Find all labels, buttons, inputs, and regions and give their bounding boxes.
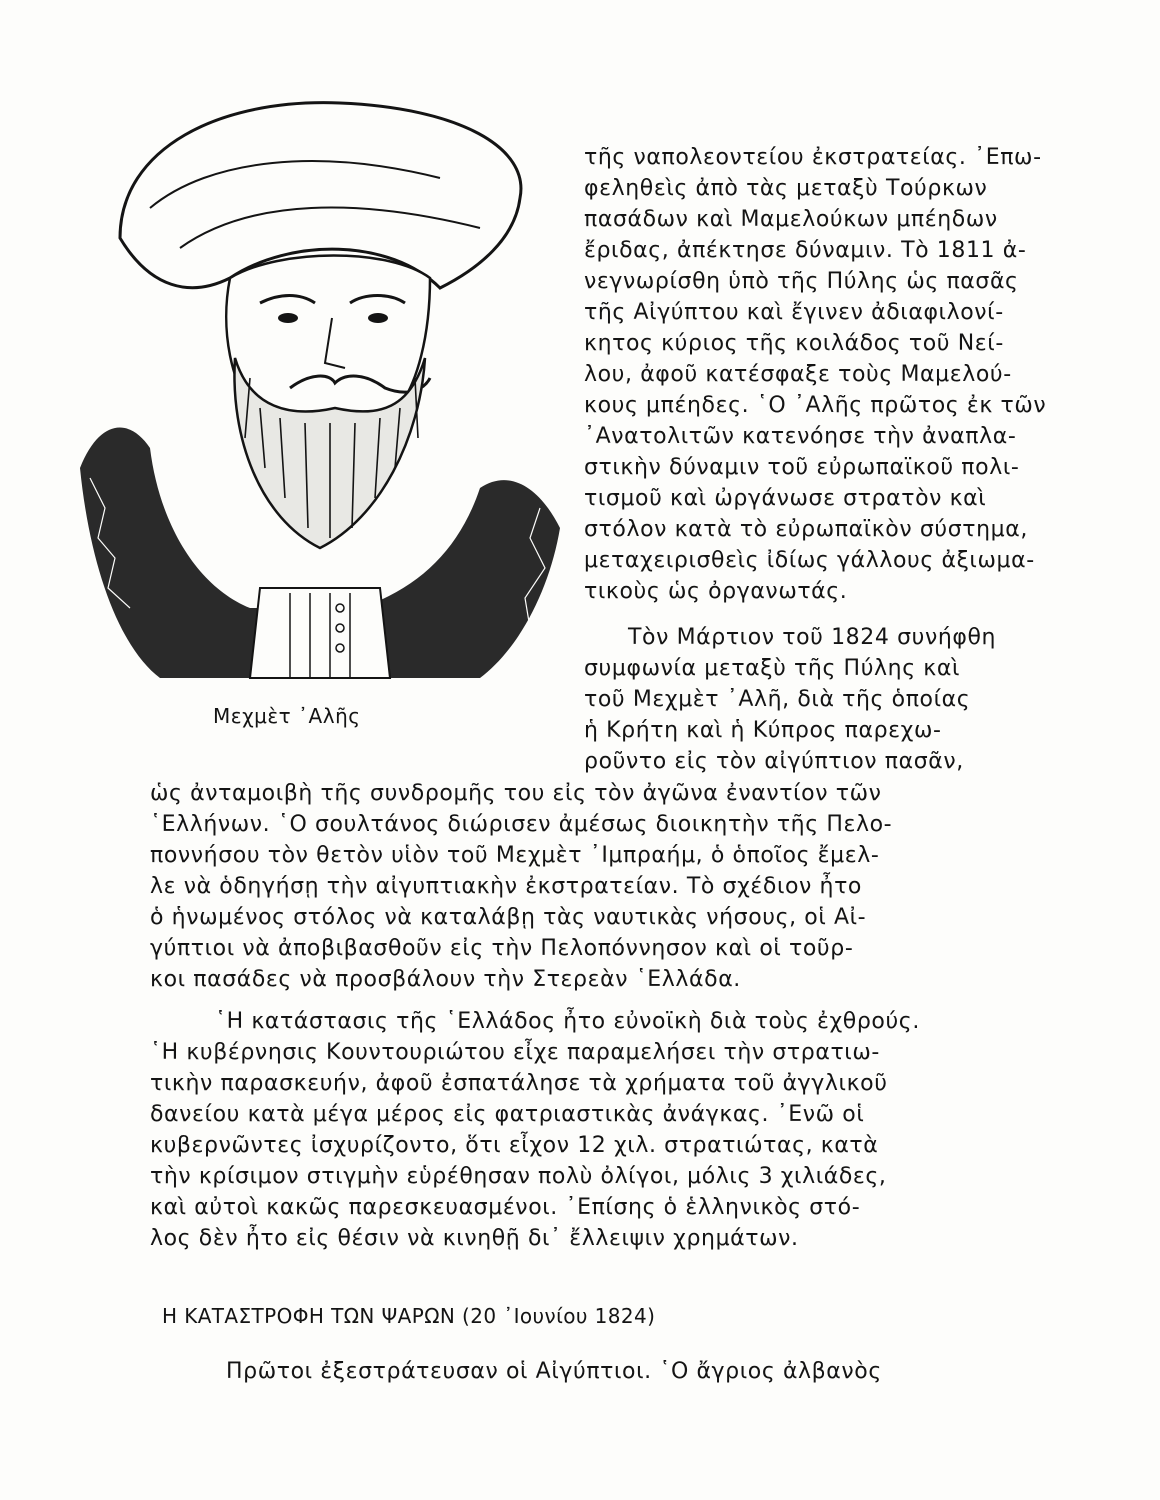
text-line: δανείου κατὰ μέγα μέρος εἰς φατριαστικὰς ἀνάγκας. ᾿Ενῶ οἱ xyxy=(150,1102,865,1127)
text-line: ῾Ελλήνων. ῾Ο σουλτάνος διώρισεν ἀμέσως διοικητὴν τῆς Πελο- xyxy=(150,812,893,837)
text-line: τῆς Αἰγύπτου καὶ ἔγινεν ἀδιαφιλονί- xyxy=(584,300,1004,325)
text-line: ὡς ἀνταμοιβὴ τῆς συνδρομῆς του εἰς τὸν ἀγῶνα ἐναντίον τῶν xyxy=(150,781,882,806)
text-line: ῾Η κυβέρνησις Κουντουριώτου εἶχε παραμελήσει τὴν στρατιω- xyxy=(150,1040,880,1065)
text-line: τικοὺς ὡς ὀργανωτάς. xyxy=(584,579,848,604)
text-line: ᾿Ανατολιτῶν κατενόησε τὴν ἀναπλα- xyxy=(584,424,1017,449)
text-line: στικὴν δύναμιν τοῦ εὐρωπαϊκοῦ πολι- xyxy=(584,455,1020,480)
text-line: ῾Η κατάστασις τῆς ῾Ελλάδος ἦτο εὐνοϊκὴ διὰ τοὺς ἐχθρούς. xyxy=(215,1009,920,1034)
text-line: λε νὰ ὁδηγήσῃ τὴν αἰγυπτιακὴν ἐκστρατείαν. Τὸ σχέδιον ἦτο xyxy=(150,874,862,899)
text-line: κοι πασάδες νὰ προσβάλουν τὴν Στερεὰν ῾Ελλάδα. xyxy=(150,967,741,992)
text-line: ροῦντο εἰς τὸν αἰγύπτιον πασᾶν, xyxy=(584,749,964,774)
text-line: λου, ἀφοῦ κατέσφαξε τοὺς Μαμελού- xyxy=(584,362,1012,387)
text-line: κους μπέηδες. ῾Ο ᾿Αλῆς πρῶτος ἐκ τῶν xyxy=(584,393,1047,418)
text-line: νεγνωρίσθη ὑπὸ τῆς Πύλης ὡς πασᾶς xyxy=(584,269,1019,294)
text-line: καὶ αὐτοὶ κακῶς παρεσκευασμένοι. ᾿Επίσης ὁ ἑλληνικὸς στό- xyxy=(150,1195,861,1220)
text-line: ἡ Κρήτη καὶ ἡ Κύπρος παρεχω- xyxy=(584,718,942,743)
text-line: τισμοῦ καὶ ὠργάνωσε στρατὸν καὶ xyxy=(584,486,987,511)
text-line: τικὴν παρασκευήν, ἀφοῦ ἐσπατάλησε τὰ χρήματα τοῦ ἀγγλικοῦ xyxy=(150,1071,888,1096)
text-line: φεληθεὶς ἀπὸ τὰς μεταξὺ Τούρκων xyxy=(584,176,988,201)
text-line: τὴν κρίσιμον στιγμὴν εὑρέθησαν πολὺ ὀλίγοι, μόλις 3 χιλιάδες, xyxy=(150,1164,887,1189)
text-line: ὁ ἡνωμένος στόλος νὰ καταλάβῃ τὰς ναυτικὰς νήσους, οἱ Αἰ- xyxy=(150,905,867,930)
text-line: συμφωνία μεταξὺ τῆς Πύλης καὶ xyxy=(584,656,961,681)
text-line: τοῦ Μεχμὲτ ᾿Αλῆ, διὰ τῆς ὁποίας xyxy=(584,687,971,712)
portrait-illustration xyxy=(60,88,570,688)
text-line: ποννήσου τὸν θετὸν υἱὸν τοῦ Μεχμὲτ ᾿Ιμπραήμ, ὁ ὁποῖος ἔμελ- xyxy=(150,843,880,868)
text-line: τῆς ναπολεοντείου ἐκστρατείας. ᾿Επω- xyxy=(584,145,1042,170)
text-line: μεταχειρισθεὶς ἰδίως γάλλους ἀξιωμα- xyxy=(584,548,1035,573)
portrait-caption: Μεχμὲτ ᾿Αλῆς xyxy=(213,704,361,728)
text-line: γύπτιοι νὰ ἀποβιβασθοῦν εἰς τὴν Πελοπόννησον καὶ οἱ τοῦρ- xyxy=(150,936,854,961)
text-line: στόλον κατὰ τὸ εὐρωπαϊκὸν σύστημα, xyxy=(584,517,1028,542)
text-line: Πρῶτοι ἐξεστράτευσαν οἱ Αἰγύπτιοι. ῾Ο ἄγριος ἀλβανὸς xyxy=(226,1359,882,1384)
section-heading: Η ΚΑΤΑΣΤΡΟΦΗ ΤΩΝ ΨΑΡΩΝ (20 ᾿Ιουνίου 1824) xyxy=(162,1304,656,1328)
text-line: πασάδων καὶ Μαμελούκων μπέηδων xyxy=(584,207,998,232)
text-line: λος δὲν ἦτο εἰς θέσιν νὰ κινηθῇ δι᾿ ἔλλειψιν χρημάτων. xyxy=(150,1226,799,1251)
text-line: κητος κύριος τῆς κοιλάδος τοῦ Νεί- xyxy=(584,331,1004,356)
text-line: κυβερνῶντες ἰσχυρίζοντο, ὅτι εἶχον 12 χιλ. στρατιώτας, κατὰ xyxy=(150,1133,879,1158)
text-line: Τὸν Μάρτιον τοῦ 1824 συνήφθη xyxy=(628,625,997,650)
text-line: ἔριδας, ἀπέκτησε δύναμιν. Τὸ 1811 ἀ- xyxy=(584,238,1027,263)
